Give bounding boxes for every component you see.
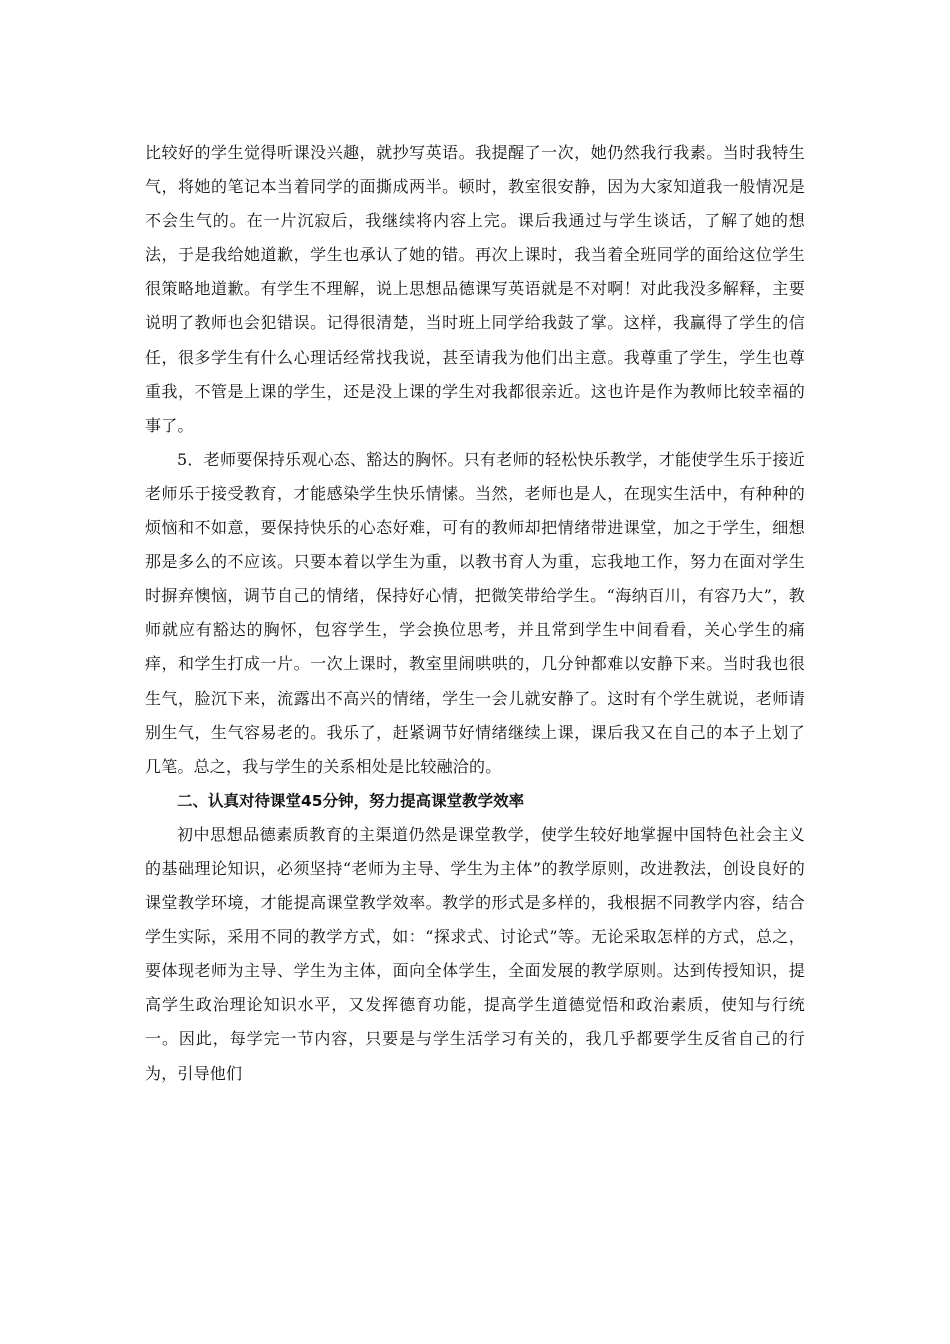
document-body — [145, 136, 805, 1091]
paragraph-continued: 比较好的学生觉得听课没兴趣，就抄写英语。我提醒了一次，她仍然我行我素。当时我特生气，将她的笔记本当着同学的面撕成两半。顿时，教室很安静，因为大家知道我一般情况是不会生气的。在一片沉寂后，我继续将内容上完。课后我通过与学生谈话，了解了她的想法，于是我给她道歉，学生也承认了她的错。再次上课时，我当着全班同学的面给这位学生很策略地道歉。有学生不理解，说上思想品德课写英语就是不对啊！对此我没多解释，主要说明了教师也会犯错误。记得很清楚，当时班上同学给我鼓了掌。这样，我赢得了学生的信任，很多学生有什么心理话经常找我说，甚至请我为他们出主意。我尊重了学生，学生也尊重我，不管是上课的学生，还是没上课的学生对我都很亲近。这也许是作为教师比较幸福的事了。 — [145, 143, 805, 435]
paragraph-classroom-teaching: 初中思想品德素质教育的主渠道仍然是课堂教学，使学生较好地掌握中国特色社会主义的基础理论知识，必须坚持“老师为主导、学生为主体”的教学原则，改进教法，创设良好的课堂教学环境，才能提高课堂教学效率。教学的形式是多样的，我根据不同教学内容，结合学生实际，采用不同的教学方式，如：“探求式、讨论式”等。无论采取怎样的方式，总之，要体现老师为主导、学生为主体，面向全体学生，全面发展的教学原则。达到传授知识，提高学生政治理论知识水平，又发挥德育功能，提高学生道德觉悟和政治素质，使知与行统一。因此，每学完一节内容，只要是与学生活学习有关的，我几乎都要学生反省自己的行为，引导他们 — [145, 824, 805, 1083]
paragraph-point-5: 5．老师要保持乐观心态、豁达的胸怀。只有老师的轻松快乐教学，才能使学生乐于接近老师乐于接受教育，才能感染学生快乐情愫。当然，老师也是人，在现实生活中，有种种的烦恼和不如意，要保持快乐的心态好难，可有的教师却把情绪带进课堂，加之于学生，细想那是多么的不应该。只要本着以学生为重，以教书育人为重，忘我地工作，努力在面对学生时摒弃懊恼，调节自己的情绪，保持好心情，把微笑带给学生。“海纳百川，有容乃大”，教师就应有豁达的胸怀，包容学生，学会换位思考，并且常到学生中间看看，关心学生的痛痒，和学生打成一片。一次上课时，教室里闹哄哄的，几分钟都难以安静下来。当时我也很生气，脸沉下来，流露出不高兴的情绪，学生一会儿就安静了。这时有个学生就说，老师请别生气，生气容易老的。我乐了，赶紧调节好情绪继续上课，课后我又在自己的本子上划了几笔。总之，我与学生的关系相处是比较融洽的。 — [145, 449, 805, 776]
section-heading: 二、认真对待课堂45分钟，努力提高课堂教学效率 — [177, 791, 525, 810]
